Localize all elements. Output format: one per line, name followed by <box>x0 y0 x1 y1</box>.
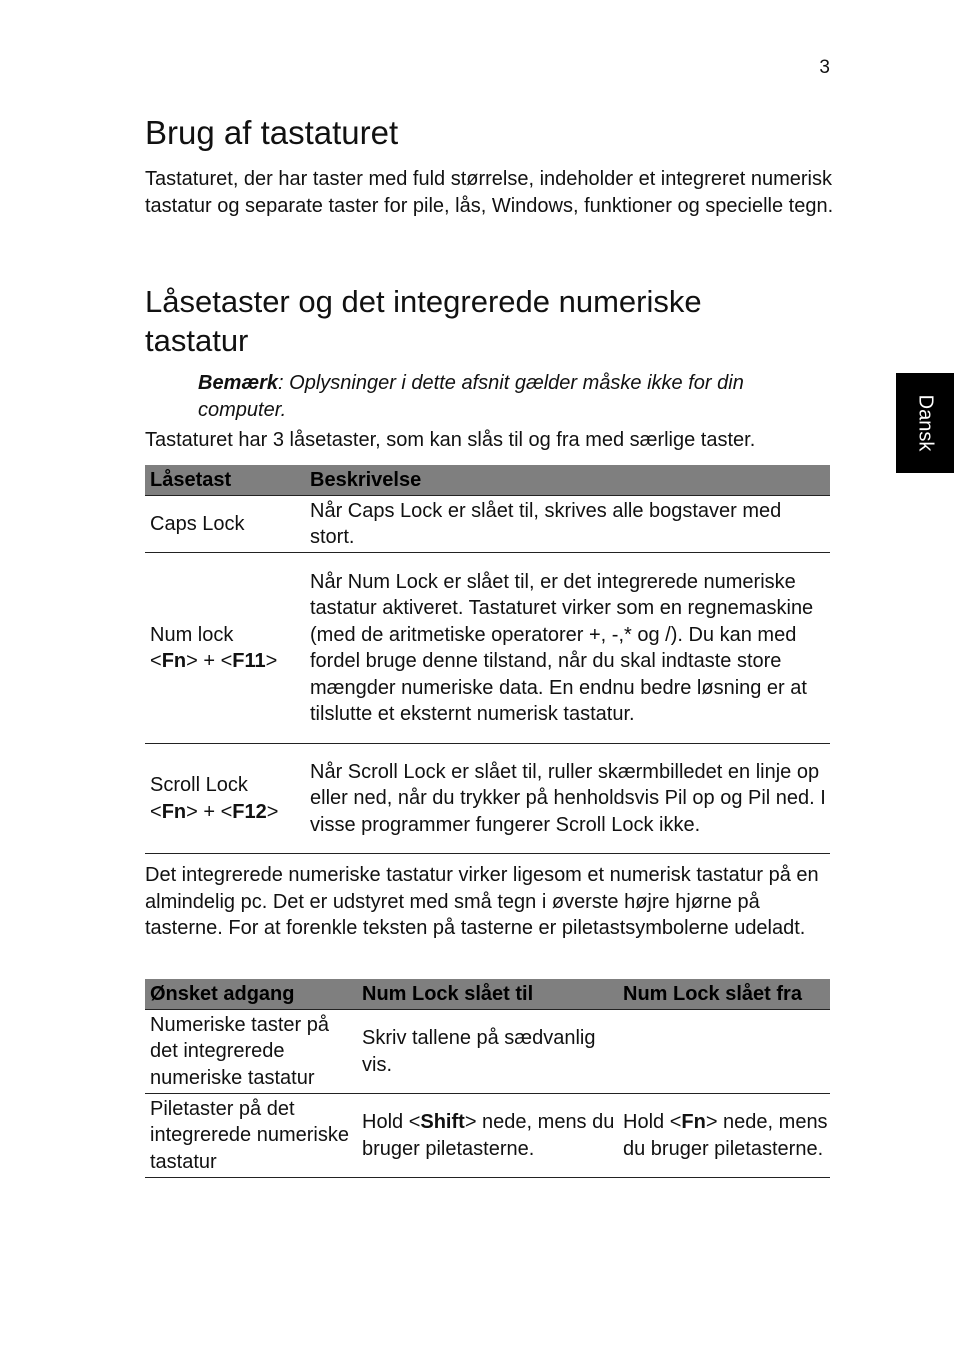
table-row <box>145 1010 830 1094</box>
keypad-intro: Det integrerede numeriske tastatur virker ligesom et numerisk tastatur på en almindelig pc. Det er udstyret med små tegn i øverste højre hjørne på tasterne. For at forenkle teksten på tasterne er piletastsymbolerne udeladt. <box>145 864 819 939</box>
access-cell: Piletaster på det integrerede numeriske tastatur <box>145 1094 357 1178</box>
language-tab-label: Dansk <box>914 394 937 452</box>
key-combo: <Fn> + <F12> <box>150 800 279 823</box>
numlock-off-cell: Hold <Fn> nede, mens du bruger piletasterne. <box>618 1094 830 1178</box>
section-title: Låsetaster og det integrerede numeriske tastatur <box>145 284 702 358</box>
lock-intro: Tastaturet har 3 låsetaster, som kan slås til og fra med særlige taster. <box>145 429 756 451</box>
note-text: : Oplysninger i dette afsnit gælder måske ikke for din computer. <box>198 372 744 421</box>
key-combo: <Fn> + <F11> <box>150 650 278 672</box>
table-header-row <box>145 979 830 1010</box>
numlock-on-cell: Hold <Shift> nede, mens du bruger piletasterne. <box>357 1094 618 1178</box>
key-cell <box>145 744 305 854</box>
column-header: Num Lock slået til <box>357 979 618 1010</box>
column-header: Låsetast <box>145 465 305 496</box>
language-tab <box>896 373 954 473</box>
table-row <box>145 553 830 744</box>
page-title: Brug af tastaturet <box>145 114 399 151</box>
table-row <box>145 496 830 553</box>
key-description: Når Caps Lock er slået til, skrives alle bogstaver med stort. <box>305 496 830 553</box>
key-description: Når Scroll Lock er slået til, ruller skærmbilledet en linje op eller ned, når du trykker på henholdsvis Pil op og Pil ned. I visse programmer fungerer Scroll Lock ikke. <box>305 744 830 854</box>
page-number: 3 <box>819 57 830 78</box>
numlock-off-cell <box>618 1010 830 1094</box>
numlock-on-cell: Skriv tallene på sædvanlig vis. <box>357 1010 618 1094</box>
key-description: Når Num Lock er slået til, er det integrerede numeriske tastatur aktiveret. Tastaturet virker som en regnemaskine (med de aritmetiske operatorer +, -,* og /). Du kan med fordel bruge denne tilstand, når du skal indtaste store mængder numeriske data. En endnu bedre løsning er at tilslutte et eksternt numerisk tastatur. <box>305 553 830 744</box>
note <box>198 370 818 423</box>
key-name: Num lock <box>150 623 234 646</box>
note-label: Bemærk <box>198 372 279 394</box>
table-row <box>145 1094 830 1178</box>
key-name: Caps Lock <box>145 496 305 553</box>
key-cell <box>145 553 305 744</box>
lock-keys-table <box>145 465 830 854</box>
column-header: Ønsket adgang <box>145 979 357 1010</box>
intro-paragraph: Tastaturet, der har taster med fuld størrelse, indeholder et integreret numerisk tastatur og separate taster for pile, lås, Windows, funktioner og specielle tegn. <box>145 168 834 217</box>
access-cell: Numeriske taster på det integrerede numeriske tastatur <box>145 1010 357 1094</box>
key-name: Scroll Lock <box>150 774 248 796</box>
column-header: Num Lock slået fra <box>618 979 830 1010</box>
keypad-table <box>145 979 830 1178</box>
table-row <box>145 744 830 854</box>
column-header: Beskrivelse <box>305 465 830 496</box>
table-header-row <box>145 465 830 496</box>
